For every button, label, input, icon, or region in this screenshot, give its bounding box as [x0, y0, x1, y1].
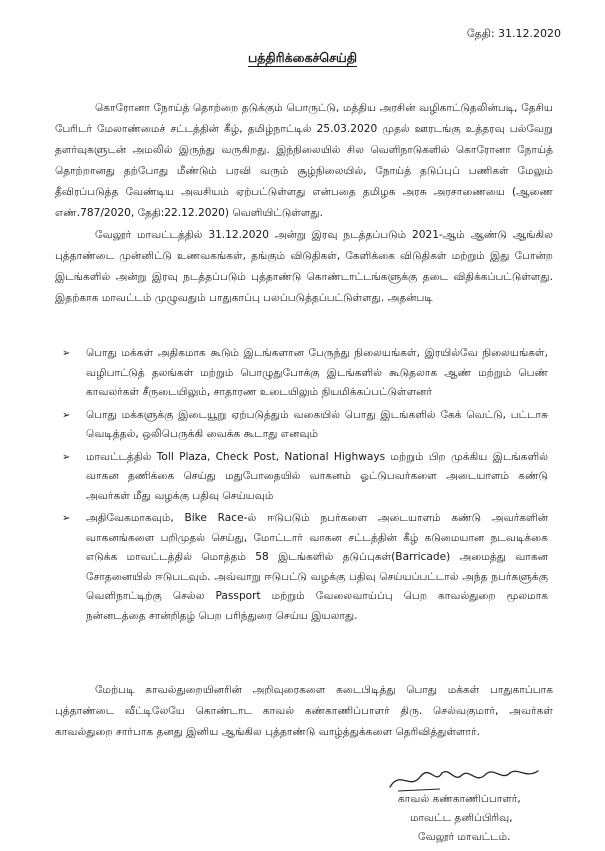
arrow-bullet-icon: ➢	[62, 409, 71, 421]
paragraph-vellore-ban: வேலூர் மாவட்டத்தில் 31.12.2020 அன்று இரவு நடத்தப்படும் 2021-ஆம் ஆண்டு ஆங்கில புத்தாண்டை முன்னிட்டு உணவகங்கள், தங்கும் விடுதிகள், கேளிக்கை விடுதிகள் மற்றும் இது போன்ற இடங்களில் அன்று இரவு நடத்தப்படும் புத்தாண்டு கொண்டாட்டங்களுக்கு தடை விதிக்கப்பட்டுள்ளது. இதற்காக மாவட்டம் முழுவதும் பாதுகாப்பு பலப்படுத்தப்பட்டுள்ளது. அதன்படி	[55, 229, 553, 304]
security-measures-list	[62, 344, 548, 629]
document-title-text: பத்திரிக்கைச்செய்தி	[247, 50, 358, 65]
arrow-bullet-icon: ➢	[62, 451, 71, 463]
arrow-bullet-icon: ➢	[62, 513, 71, 524]
list-item-text: பொது மக்களுக்கு இடையூறு ஏற்படுத்தும் வகையில் பொது இடங்களில் கேக் வெட்டு, பட்டாசு வெடித்தல், ஒலிபெருக்கி வைக்க கூடாது எனவும்	[86, 408, 548, 440]
document-date: தேதி: 31.12.2020	[466, 27, 561, 40]
signatory-block	[398, 790, 521, 847]
paragraph-intro: கொரோனா நோய்த் தொற்றை தடுக்கும் பொருட்டு, மத்திய அரசின் வழிகாட்டுதலின்படி, தேசிய பேரிடர் மேலாண்மைச் சட்டத்தின் கீழ், தமிழ்நாட்டில் 25.03.2020 முதல் ஊரடங்கு உத்தரவு பல்வேறு தளர்வுகளுடன் அமலில் இருந்து வருகிறது. இந்நிலையில் சில வெளிநாடுகளில் கொரோனா நோய்த் தொற்றானது தற்போது மீண்டும் பரவி வரும் சூழ்நிலையில், நோய்த் தடுப்புப் பணிகள் மேலும் தீவிரப்படுத்த வேண்டிய அவசியம் ஏற்பட்டுள்ளது என்பதை தமிழக அரசு அரசாணையை (ஆணை எண்.787/2020, தேதி:22.12.2020) வெளியிட்டுள்ளது.	[55, 102, 553, 219]
list-item	[62, 406, 548, 445]
signatory-unit: மாவட்ட தனிப்பிரிவு,	[410, 812, 513, 824]
list-item	[62, 448, 548, 507]
list-item	[62, 344, 548, 403]
signatory-designation: காவல் கண்காணிப்பாளர்,	[398, 793, 521, 805]
list-item-text: அதிவேகமாகவும், Bike Race-ல் ஈடுபடும் நபர்களை அடையாளம் கண்டு அவர்களின் வாகனங்களை பறிமுதல் செய்து, மோட்டார் வாகன சட்டத்தின் கீழ் கடுமையான நடவடிக்கை எடுக்க மாவட்டத்தில் மொத்தம் 58 இடங்களில் தடுப்புகள்(Barricade) அமைத்து வாகன சோதனையில் ஈடுபடவும். அவ்வாறு ஈடுபட்டு வழக்கு பதிவு செய்யப்பட்டால் அந்த நபர்களுக்கு வெளிநாட்டிற்கு செல்ல Passport மற்றும் வேலைவாய்ப்பு பெற காவல்துறை மூலமாக நன்னடத்தை சான்றிதழ் பெற பரிந்துரை செய்ய இயலாது.	[86, 512, 548, 622]
signatory-district: வேலூர் மாவட்டம்.	[418, 831, 511, 843]
arrow-bullet-icon: ➢	[62, 348, 71, 359]
list-item	[62, 509, 548, 626]
paragraph-closing: மேற்படி காவல்துறையினரின் அறிவுரைகளை கடைபிடித்து பொது மக்கள் பாதுகாப்பாக புத்தாண்டை வீட்டிலேயே கொண்டாட காவல் கண்காணிப்பாளர் திரு. செல்வகுமார், அவர்கள் காவல்துறை சார்பாக தனது இனிய ஆங்கில புத்தாண்டு வாழ்த்துக்களை தெரிவித்துள்ளார்.	[55, 684, 553, 738]
list-item-text: மாவட்டத்தில் Toll Plaza, Check Post, National Highways மற்றும் பிற முக்கிய இடங்களில் வாகன தணிக்கை செய்து மதுபோதையில் வாகனம் ஓட்டுபவர்களை அடையாளம் கண்டு அவர்கள் மீது வழக்கு பதிவு செய்யவும்	[86, 450, 548, 502]
list-item-text: பொது மக்கள் அதிகமாக கூடும் இடங்களான பேருந்து நிலையங்கள், இரயில்வே நிலையங்கள், வழிபாட்டுத் தலங்கள் மற்றும் பொழுதுபோக்கு இடங்களில் கூடுதலாக ஆண் மற்றும் பெண் காவலர்கள் சீருடையிலும், சாதாரண உடையிலும் நியமிக்கப்பட்டுள்ளனர்	[86, 347, 548, 398]
document-title	[0, 50, 605, 67]
